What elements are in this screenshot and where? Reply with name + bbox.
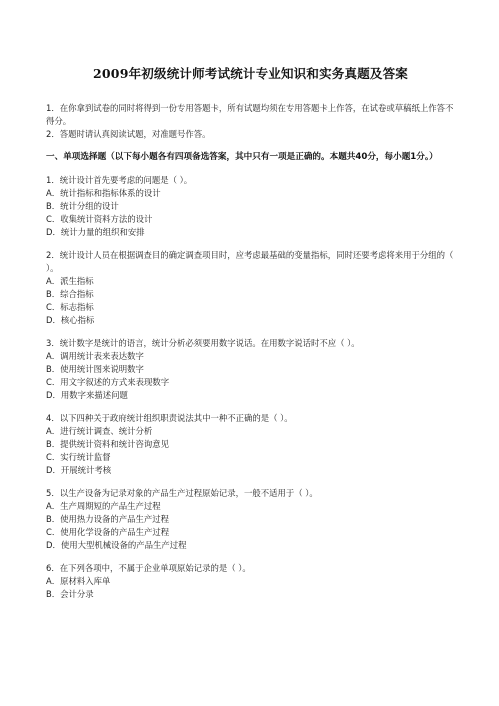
question-stem: 4．以下四种关于政府统计组织职责说法其中一种不正确的是（ ）。 bbox=[46, 413, 293, 423]
option-a: A．生产周期短的产品生产过程 bbox=[46, 501, 161, 511]
option-b: B．使用热力设备的产品生产过程 bbox=[46, 514, 169, 524]
option-d: D．使用大型机械设备的产品生产过程 bbox=[46, 540, 187, 550]
question-stem: 2．统计设计人员在根据调查目的确定调查项目时，应考虑最基础的变量指标，同时还要考虑将来用于分组的（ ）。 bbox=[46, 250, 454, 273]
option-c: C．用文字叙述的方式来表现数字 bbox=[46, 377, 170, 387]
option-c: C．标志指标 bbox=[46, 302, 94, 312]
question-5 bbox=[46, 487, 455, 552]
document-title: 2009年初级统计师考试统计专业知识和实务真题及答案 bbox=[93, 66, 408, 81]
option-a: A．派生指标 bbox=[46, 276, 94, 286]
option-a: A．原材料入库单 bbox=[46, 576, 111, 586]
exam-note: 1．在你拿到试卷的同时将得到一份专用答题卡，所有试题均须在专用答题卡上作答，在试卷或草稿纸上作答不得分。 bbox=[46, 103, 454, 126]
option-d: D．统计力量的组织和安排 bbox=[46, 227, 145, 237]
question-4 bbox=[46, 412, 455, 477]
option-a: A．调用统计表来表达数字 bbox=[46, 351, 144, 361]
question-2 bbox=[46, 249, 455, 327]
question-stem: 6．在下列各项中，不属于企业单项原始记录的是（ ）。 bbox=[46, 563, 251, 573]
option-c: C．收集统计资料方法的设计 bbox=[46, 214, 153, 224]
question-stem: 3．统计数字是统计的语言，统计分析必须要用数字说话。在用数字说话时不应（ ）。 bbox=[46, 338, 360, 348]
option-b: B．统计分组的设计 bbox=[46, 201, 119, 211]
option-c: C．使用化学设备的产品生产过程 bbox=[46, 527, 170, 537]
option-b: B．提供统计资料和统计咨询意见 bbox=[46, 439, 169, 449]
question-6 bbox=[46, 562, 455, 601]
option-d: D．核心指标 bbox=[46, 315, 95, 325]
option-b: B．综合指标 bbox=[46, 289, 94, 299]
question-3 bbox=[46, 337, 455, 402]
option-c: C．实行统计监督 bbox=[46, 452, 111, 462]
question-stem: 5．以生产设备为记录对象的产品生产过程原始记录，一般不适用于（ ）。 bbox=[46, 488, 318, 498]
question-stem: 1．统计设计首先要考虑的问题是（ ）。 bbox=[46, 175, 193, 185]
option-d: D．开展统计考核 bbox=[46, 465, 112, 475]
section-heading: 一、单项选择题（以下每小题各有四项备选答案，其中只有一项是正确的。本题共40分，每小题1分。） bbox=[46, 152, 438, 162]
option-a: A．统计指标和指标体系的设计 bbox=[46, 188, 161, 198]
option-b: B．使用统计图来说明数字 bbox=[46, 364, 144, 374]
question-1 bbox=[46, 174, 455, 239]
exam-note: 2．答题时请认真阅读试题，对准题号作答。 bbox=[46, 129, 211, 139]
exam-notes bbox=[46, 102, 455, 141]
option-d: D．用数字来描述问题 bbox=[46, 390, 128, 400]
option-b: B．会计分录 bbox=[46, 589, 94, 599]
option-a: A．进行统计调查、统计分析 bbox=[46, 426, 153, 436]
